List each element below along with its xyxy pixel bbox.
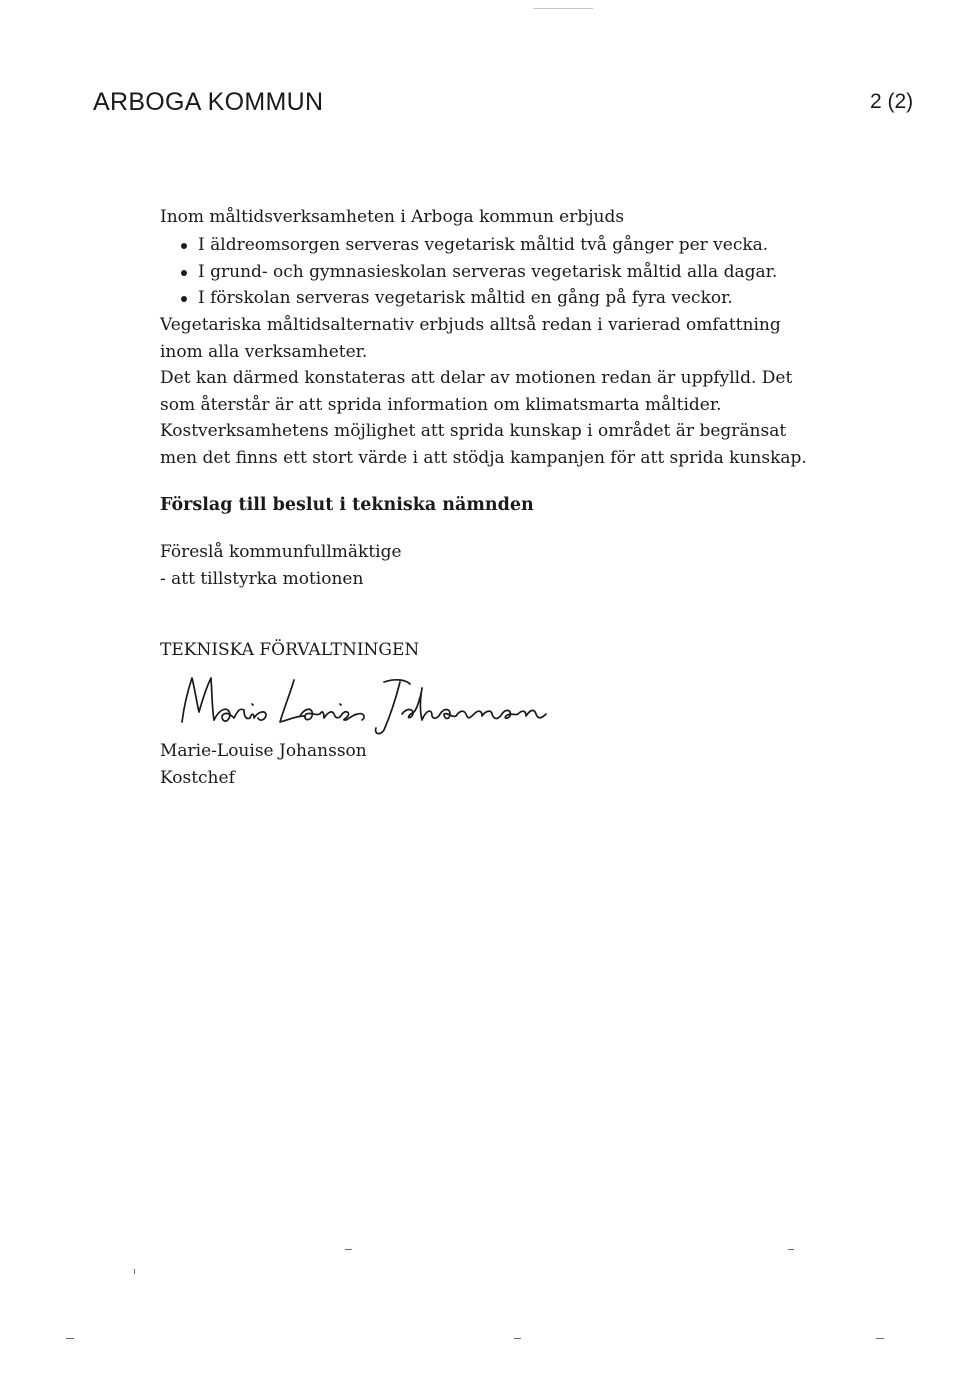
- signer-title: Kostchef: [160, 767, 235, 788]
- body-paragraph: [160, 312, 860, 471]
- paragraph-line: som återstår är att sprida information om klimatsmarta måltider.: [160, 394, 722, 415]
- handwritten-signature: [170, 670, 560, 738]
- scan-speck: [345, 1249, 352, 1250]
- scan-speck: [66, 1338, 74, 1339]
- scan-speck: [788, 1249, 794, 1250]
- organization-name: ARBOGA KOMMUN: [93, 88, 324, 116]
- paragraph-line: Vegetariska måltidsalternativ erbjuds alltså redan i varierad omfattning: [160, 315, 781, 335]
- bullet-item: [160, 232, 777, 259]
- scan-speck: [876, 1338, 884, 1339]
- paragraph-line: Kostverksamhetens möjlighet att sprida kunskap i området är begränsat: [160, 421, 787, 441]
- bullet-list: [160, 232, 777, 312]
- department-name: TEKNISKA FÖRVALTNINGEN: [160, 640, 420, 660]
- bullet-text: I äldreomsorgen serveras vegetarisk måltid två gånger per vecka.: [198, 235, 769, 255]
- proposal-line: - att tillstyrka motionen: [160, 568, 364, 589]
- signer-block: [160, 738, 860, 791]
- bullet-item: [160, 285, 777, 312]
- bullet-text: I förskolan serveras vegetarisk måltid en gång på fyra veckor.: [198, 288, 733, 308]
- bullet-dot-icon: [181, 243, 187, 249]
- paragraph-line: men det finns ett stort värde i att stödja kampanjen för att sprida kunskap.: [160, 447, 807, 468]
- signer-name: Marie-Louise Johansson: [160, 741, 367, 761]
- paragraph-line: Det kan därmed konstateras att delar av motionen redan är uppfylld. Det: [160, 368, 793, 388]
- paragraph-line: inom alla verksamheter.: [160, 341, 368, 362]
- intro-line: Inom måltidsverksamheten i Arboga kommun erbjuds: [160, 207, 625, 227]
- bullet-dot-icon: [181, 270, 187, 276]
- proposal-heading: Förslag till beslut i tekniska nämnden: [160, 495, 534, 515]
- bullet-item: [160, 259, 777, 286]
- page-number: 2 (2): [870, 90, 914, 113]
- scan-speck: [533, 8, 593, 9]
- scan-speck: [134, 1269, 135, 1274]
- bullet-dot-icon: [181, 296, 187, 302]
- scan-speck: [514, 1338, 521, 1339]
- bullet-text: I grund- och gymnasieskolan serveras vegetarisk måltid alla dagar.: [198, 261, 778, 282]
- proposal-line: Föreslå kommunfullmäktige: [160, 542, 402, 562]
- proposal-text: [160, 539, 860, 592]
